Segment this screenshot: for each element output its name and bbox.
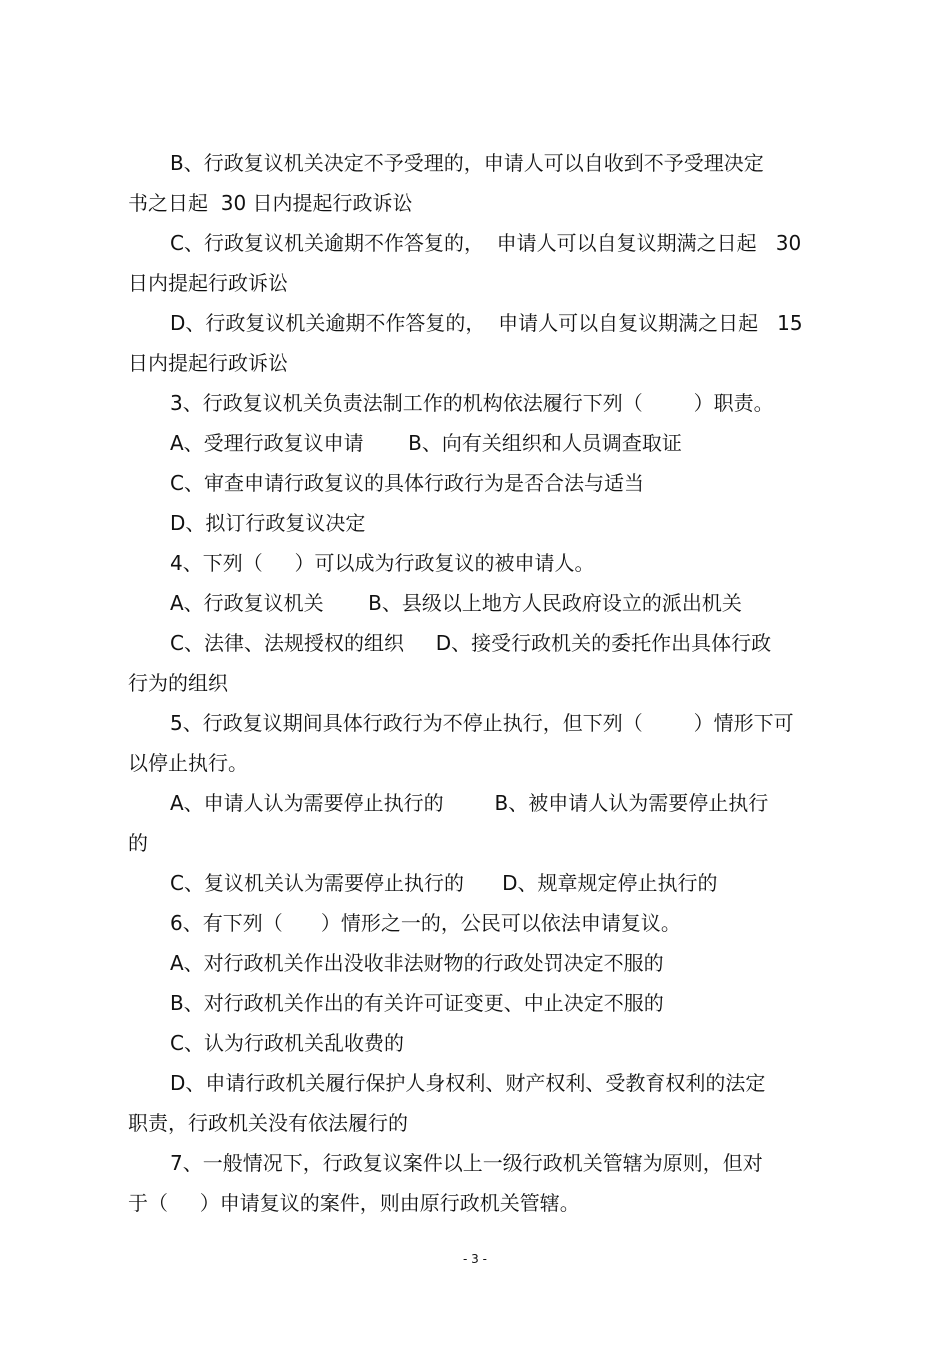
text-line: B、对行政机关作出的有关许可证变更、中止决定不服的 [170, 991, 664, 1015]
text-line: 5、行政复议期间具体行政行为不停止执行，但下列（ ）情形下可 [170, 711, 794, 735]
text-line: 日内提起行政诉讼 [128, 271, 288, 295]
text-line: 职责，行政机关没有依法履行的 [128, 1111, 408, 1135]
text-line: C、复议机关认为需要停止执行的 D、规章规定停止执行的 [170, 871, 718, 895]
text-line: 4、下列（ ）可以成为行政复议的被申请人。 [170, 551, 595, 575]
text-line: 行为的组织 [128, 671, 228, 695]
text-line: 书之日起 30 日内提起行政诉讼 [128, 191, 413, 215]
text-line: C、审查申请行政复议的具体行政行为是否合法与适当 [170, 471, 644, 495]
text-line: 日内提起行政诉讼 [128, 351, 288, 375]
text-line: A、对行政机关作出没收非法财物的行政处罚决定不服的 [170, 951, 664, 975]
page-number: - 3 - [463, 1252, 487, 1266]
text-line: D、拟订行政复议决定 [170, 511, 366, 535]
text-line: 于（ ）申请复议的案件，则由原行政机关管辖。 [128, 1191, 580, 1215]
text-line: 的 [128, 831, 148, 855]
text-line: C、行政复议机关逾期不作答复的， 申请人可以自复议期满之日起 30 [170, 231, 802, 255]
text-line: 6、有下列（ ）情形之一的，公民可以依法申请复议。 [170, 911, 681, 935]
text-line: 3、行政复议机关负责法制工作的机构依法履行下列（ ）职责。 [170, 391, 774, 415]
text-line: 以停止执行。 [128, 751, 248, 775]
text-line: A、行政复议机关 B、县级以上地方人民政府设立的派出机关 [170, 591, 742, 615]
text-line: C、认为行政机关乱收费的 [170, 1031, 404, 1055]
text-line: 7、一般情况下，行政复议案件以上一级行政机关管辖为原则，但对 [170, 1151, 763, 1175]
text-line: A、申请人认为需要停止执行的 B、被申请人认为需要停止执行 [170, 791, 769, 815]
text-line: A、受理行政复议申请 B、向有关组织和人员调查取证 [170, 431, 682, 455]
text-line: D、申请行政机关履行保护人身权利、财产权利、受教育权利的法定 [170, 1071, 766, 1095]
text-line: B、行政复议机关决定不予受理的，申请人可以自收到不予受理决定 [170, 151, 764, 175]
text-line: C、法律、法规授权的组织 D、接受行政机关的委托作出具体行政 [170, 631, 772, 655]
text-line: D、行政复议机关逾期不作答复的， 申请人可以自复议期满之日起 15 [170, 311, 803, 335]
